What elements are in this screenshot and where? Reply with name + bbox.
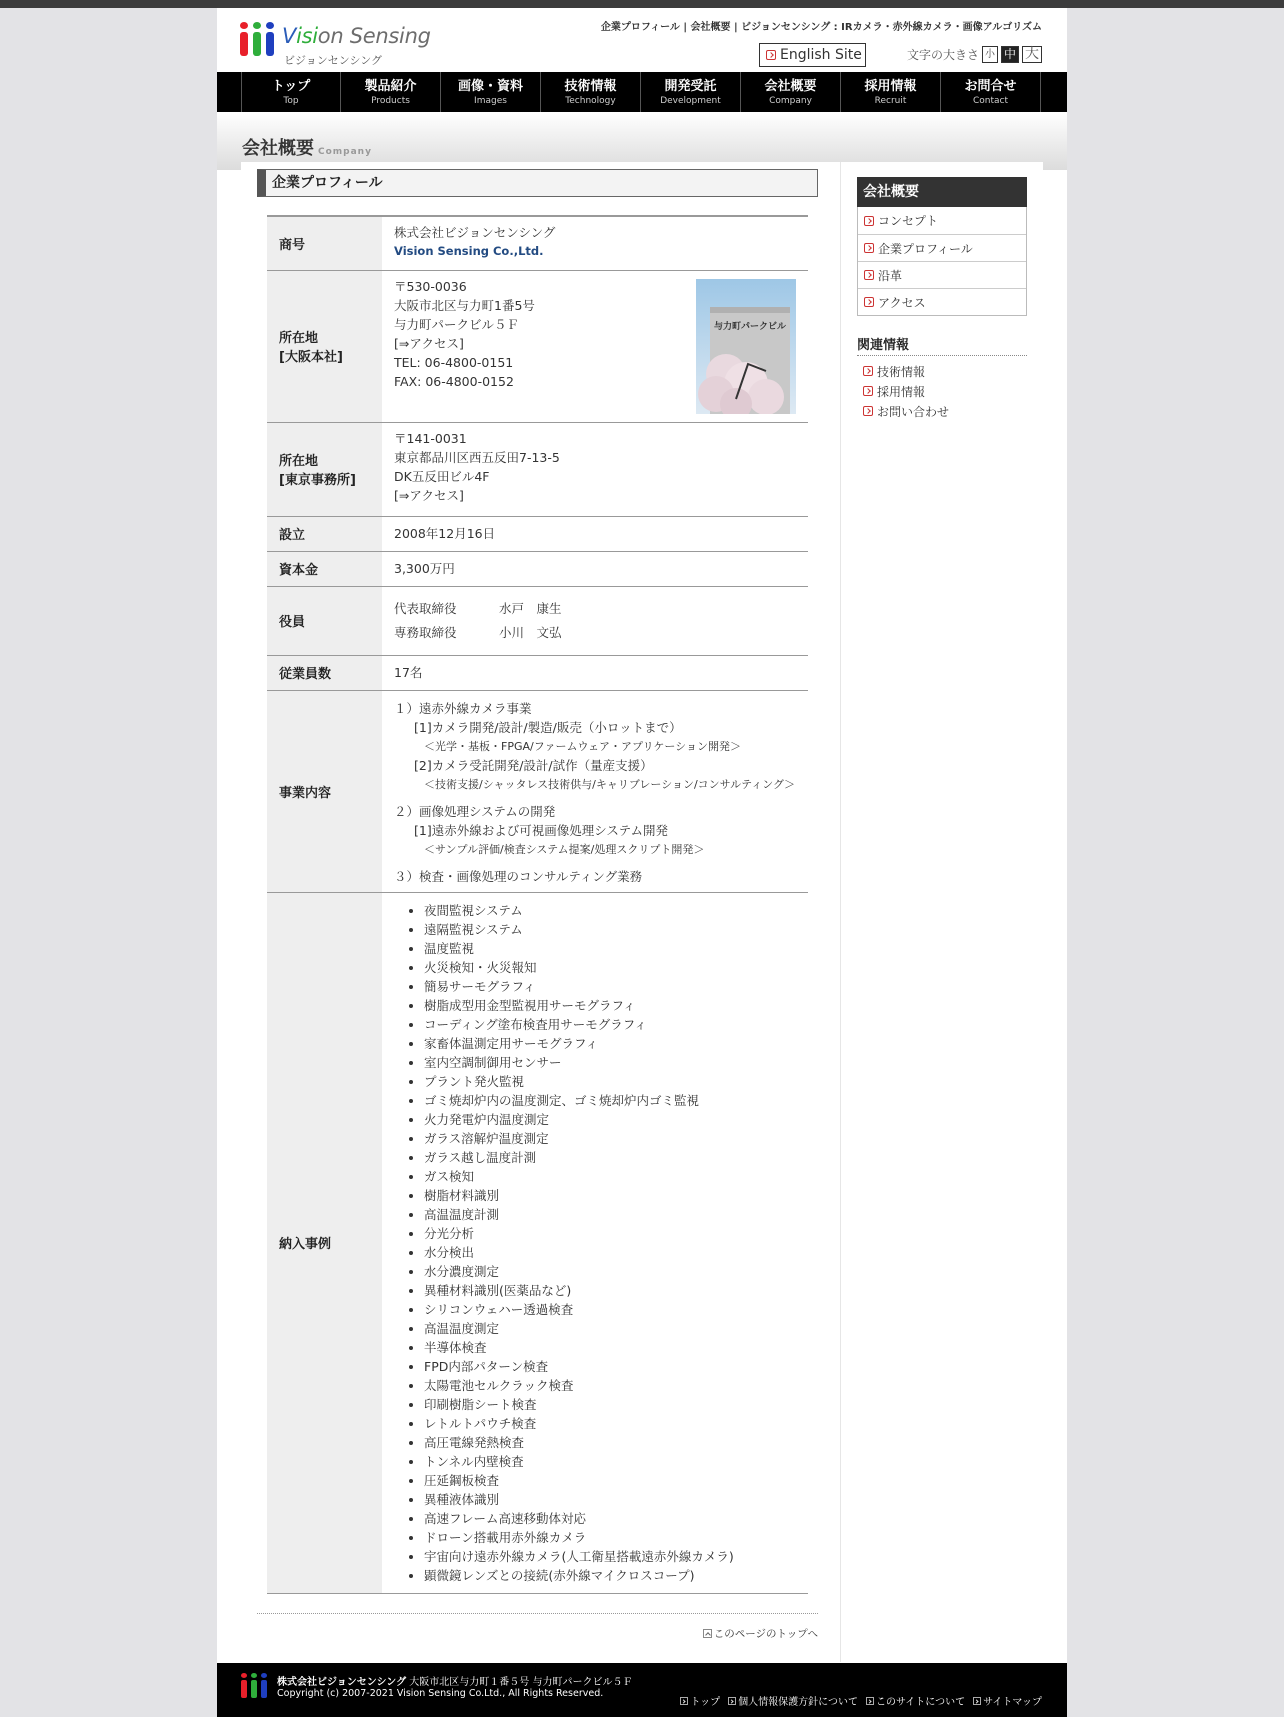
list-item: • FPD内部パターン検査: [424, 1357, 796, 1376]
sidebar-divider: [840, 162, 841, 1662]
nav-recruit[interactable]: 採用情報 Recruit: [841, 72, 941, 112]
tokyo-address-1: 東京都品川区西五反田7-13-5: [394, 449, 560, 465]
arrow-right-icon: [973, 1697, 981, 1705]
site-footer: [217, 1663, 1067, 1717]
trade-name-jp: 株式会社ビジョンセンシング: [394, 225, 556, 240]
list-item: • 高温温度計測: [424, 1205, 796, 1224]
sidebar-menu: [857, 207, 1027, 316]
arrow-right-icon: [728, 1697, 736, 1705]
font-size-small-button[interactable]: 小: [982, 46, 998, 63]
arrow-right-icon: [864, 216, 874, 226]
row-value-capital: 3,300万円: [382, 551, 808, 586]
row-label-cases: 納入事例: [267, 892, 382, 1593]
related-heading: 関連情報: [857, 334, 1027, 356]
list-item: • 分光分析: [424, 1224, 796, 1243]
business-line: ３）検査・画像処理のコンサルティング業務: [394, 868, 643, 884]
business-line: [1]カメラ開発/設計/製造/販売（小ロットまで）: [414, 719, 682, 735]
row-value-tokyo: [382, 422, 808, 516]
list-item: • ガラス越し温度計測: [424, 1148, 796, 1167]
footer-link-about[interactable]: このサイトについて: [866, 1693, 965, 1708]
list-item: • 室内空調制御用センサー: [424, 1053, 796, 1072]
related-item-recruit[interactable]: 採用情報: [857, 381, 1027, 401]
tokyo-address-2: DK五反田ビル4F: [394, 468, 490, 484]
english-site-label: English Site: [780, 47, 862, 63]
list-item: • 半導体検査: [424, 1338, 796, 1357]
footer-links: [672, 1693, 1042, 1708]
related-item-contact[interactable]: お問い合わせ: [857, 401, 1027, 421]
list-item: • 圧延鋼板検査: [424, 1471, 796, 1490]
list-item: • 異種材料識別(医薬品など): [424, 1281, 796, 1300]
nav-technology[interactable]: 技術情報 Technology: [541, 72, 641, 112]
table-row: [267, 270, 808, 422]
site-header: [217, 8, 1067, 72]
osaka-access-link[interactable]: [⇒アクセス]: [394, 335, 464, 351]
list-item: • レトルトパウチ検査: [424, 1414, 796, 1433]
divider: [257, 1613, 818, 1614]
business-line: １）遠赤外線カメラ事業: [394, 700, 532, 716]
row-label-business: 事業内容: [267, 690, 382, 892]
header-breadcrumb: 企業プロフィール | 会社概要 | ビジョンセンシング : IRカメラ・赤外線カメラ・画像アルゴリズム: [600, 22, 1042, 33]
table-row: [267, 655, 808, 690]
section-heading: 企業プロフィール: [257, 169, 818, 197]
footer-logo-icon: [241, 1673, 267, 1701]
officer-row: 専務取締役 小川 文弘: [394, 624, 562, 640]
logo-text-en: Vision Sensing: [282, 24, 431, 48]
list-item: • プラント発火監視: [424, 1072, 796, 1091]
list-item: • 簡易サーモグラフィ: [424, 977, 796, 996]
site-logo[interactable]: [240, 22, 440, 67]
list-item: • 樹脂成型用金型監視用サーモグラフィ: [424, 996, 796, 1015]
list-item: • 顕微鏡レンズとの接続(赤外線マイクロスコープ): [424, 1566, 796, 1585]
cases-list: [394, 901, 796, 1585]
list-item: • 異種液体識別: [424, 1490, 796, 1509]
page-top-link[interactable]: [703, 1626, 818, 1641]
row-value-business: [382, 690, 808, 892]
sidebar-heading: 会社概要: [857, 177, 1027, 207]
osaka-address-2: 与力町パークビル５Ｆ: [394, 316, 520, 332]
osaka-address-1: 大阪市北区与力町1番5号: [394, 297, 535, 313]
sidebar-item-concept[interactable]: コンセプト: [858, 207, 1026, 234]
table-row: [267, 422, 808, 516]
row-value-established: 2008年12月16日: [382, 516, 808, 551]
page-container: [217, 8, 1067, 1717]
list-item: • 高速フレーム高速移動体対応: [424, 1509, 796, 1528]
font-size-medium-button[interactable]: 中: [1001, 46, 1019, 63]
osaka-tel: TEL: 06-4800-0151: [394, 354, 514, 370]
list-item: • ゴミ焼却炉内の温度測定、ゴミ焼却炉内ゴミ監視: [424, 1091, 796, 1110]
nav-top[interactable]: トップ Top: [241, 72, 341, 112]
list-item: • 宇宙向け遠赤外線カメラ(人工衛星搭載遠赤外線カメラ): [424, 1547, 796, 1566]
row-label-trade-name: 商号: [267, 216, 382, 270]
list-item: • 樹脂材料識別: [424, 1186, 796, 1205]
row-label-established: 設立: [267, 516, 382, 551]
footer-company: 株式会社ビジョンセンシング 大阪市北区与力町１番５号 与力町パークビル５Ｆ: [277, 1677, 633, 1688]
row-label-tokyo: 所在地 [東京事務所]: [267, 422, 382, 516]
arrow-right-icon: [864, 270, 874, 280]
arrow-right-icon: [864, 297, 874, 307]
related-item-technology[interactable]: 技術情報: [857, 361, 1027, 381]
list-item: • 太陽電池セルクラック検査: [424, 1376, 796, 1395]
list-item: • シリコンウェハー透過検査: [424, 1300, 796, 1319]
table-row: [267, 586, 808, 655]
building-sign: 与力町パークビル: [713, 321, 787, 332]
osaka-postal: 〒530-0036: [394, 278, 467, 294]
arrow-right-icon: [863, 406, 873, 416]
officer-row: 代表取締役 水戸 康生: [394, 600, 562, 616]
footer-copyright: Copyright (c) 2007-2021 Vision Sensing Co.Ltd., All Rights Reserved.: [277, 1688, 604, 1699]
table-row: [267, 690, 808, 892]
list-item: • 温度監視: [424, 939, 796, 958]
list-item: • トンネル内壁検査: [424, 1452, 796, 1471]
row-label-osaka: 所在地 [大阪本社]: [267, 270, 382, 422]
business-line: ＜技術支援/シャッタレス技術供与/キャリブレーション/コンサルティング＞: [424, 777, 796, 791]
row-label-capital: 資本金: [267, 551, 382, 586]
list-item: • ドローン搭載用赤外線カメラ: [424, 1528, 796, 1547]
nav-contact[interactable]: お問合せ Contact: [941, 72, 1041, 112]
nav-images[interactable]: 画像・資料 Images: [441, 72, 541, 112]
footer-link-top[interactable]: トップ: [680, 1693, 720, 1708]
list-item: • ガス検知: [424, 1167, 796, 1186]
sidebar: [857, 177, 1027, 421]
tokyo-access-link[interactable]: [⇒アクセス]: [394, 487, 464, 503]
business-line: ＜サンプル評価/検査システム提案/処理スクリプト開発＞: [424, 842, 705, 856]
top-band: [0, 0, 1284, 8]
page-top-label: このページのトップへ: [713, 1628, 818, 1640]
nav-company[interactable]: 会社概要 Company: [741, 72, 841, 112]
row-value-osaka: [382, 270, 808, 422]
arrow-right-icon: [866, 1697, 874, 1705]
footer-link-privacy[interactable]: 個人情報保護方針について: [728, 1693, 858, 1708]
list-item: • 家畜体温測定用サーモグラフィ: [424, 1034, 796, 1053]
font-size-large-button[interactable]: 大: [1022, 46, 1042, 63]
business-line: [1]遠赤外線および可視画像処理システム開発: [414, 822, 668, 838]
list-item: • 高圧電線発熱検査: [424, 1433, 796, 1452]
business-line: [2]カメラ受託開発/設計/試作（量産支援）: [414, 757, 653, 773]
list-item: • 水分検出: [424, 1243, 796, 1262]
list-item: • 水分濃度測定: [424, 1262, 796, 1281]
page-title-en: Company: [318, 147, 372, 157]
list-item: • 遠隔監視システム: [424, 920, 796, 939]
tokyo-postal: 〒141-0031: [394, 430, 467, 446]
list-item: • 火力発電炉内温度測定: [424, 1110, 796, 1129]
nav-products[interactable]: 製品紹介 Products: [341, 72, 441, 112]
row-label-employees: 従業員数: [267, 655, 382, 690]
list-item: • ガラス溶解炉温度測定: [424, 1129, 796, 1148]
row-value-officers: [382, 586, 808, 655]
profile-table: [267, 215, 808, 1594]
english-site-button[interactable]: [759, 43, 866, 67]
row-value-trade-name: [382, 216, 808, 270]
building-photo: [696, 279, 796, 414]
trade-name-en: Vision Sensing Co.,Ltd.: [394, 244, 544, 258]
row-value-cases: [382, 892, 808, 1593]
table-row: [267, 516, 808, 551]
font-size-switcher: [907, 46, 1042, 63]
row-label-officers: 役員: [267, 586, 382, 655]
business-line: ＜光学・基板・FPGA/ファームウェア・アプリケーション開発＞: [424, 739, 741, 753]
font-size-label: 文字の大きさ: [907, 48, 980, 62]
arrow-right-icon: [863, 386, 873, 396]
related-links: [857, 361, 1027, 421]
sidebar-item-history[interactable]: 沿革: [858, 261, 1026, 288]
footer-link-sitemap[interactable]: サイトマップ: [973, 1693, 1042, 1708]
page-title: 会社概要 Company: [242, 138, 372, 159]
list-item: • 夜間監視システム: [424, 901, 796, 920]
table-row: [267, 892, 808, 1593]
nav-development[interactable]: 開発受託 Development: [641, 72, 741, 112]
logo-mark-icon: [240, 22, 276, 60]
sidebar-item-profile[interactable]: 企業プロフィール: [858, 234, 1026, 261]
arrow-up-icon: [703, 1629, 712, 1638]
arrow-right-icon: [766, 50, 776, 60]
list-item: • 印刷樹脂シート検査: [424, 1395, 796, 1414]
list-item: • コーディング塗布検査用サーモグラフィ: [424, 1015, 796, 1034]
list-item: • 高温温度測定: [424, 1319, 796, 1338]
table-row: [267, 216, 808, 270]
arrow-right-icon: [863, 366, 873, 376]
row-value-employees: 17名: [382, 655, 808, 690]
list-item: • 火災検知・火災報知: [424, 958, 796, 977]
arrow-right-icon: [864, 243, 874, 253]
arrow-right-icon: [680, 1697, 688, 1705]
table-row: [267, 551, 808, 586]
osaka-fax: FAX: 06-4800-0152: [394, 373, 514, 389]
logo-text-jp: ビジョンセンシング: [284, 54, 383, 67]
business-line: ２）画像処理システムの開発: [394, 803, 556, 819]
sidebar-item-access[interactable]: アクセス: [858, 288, 1026, 315]
global-nav: [217, 72, 1067, 112]
